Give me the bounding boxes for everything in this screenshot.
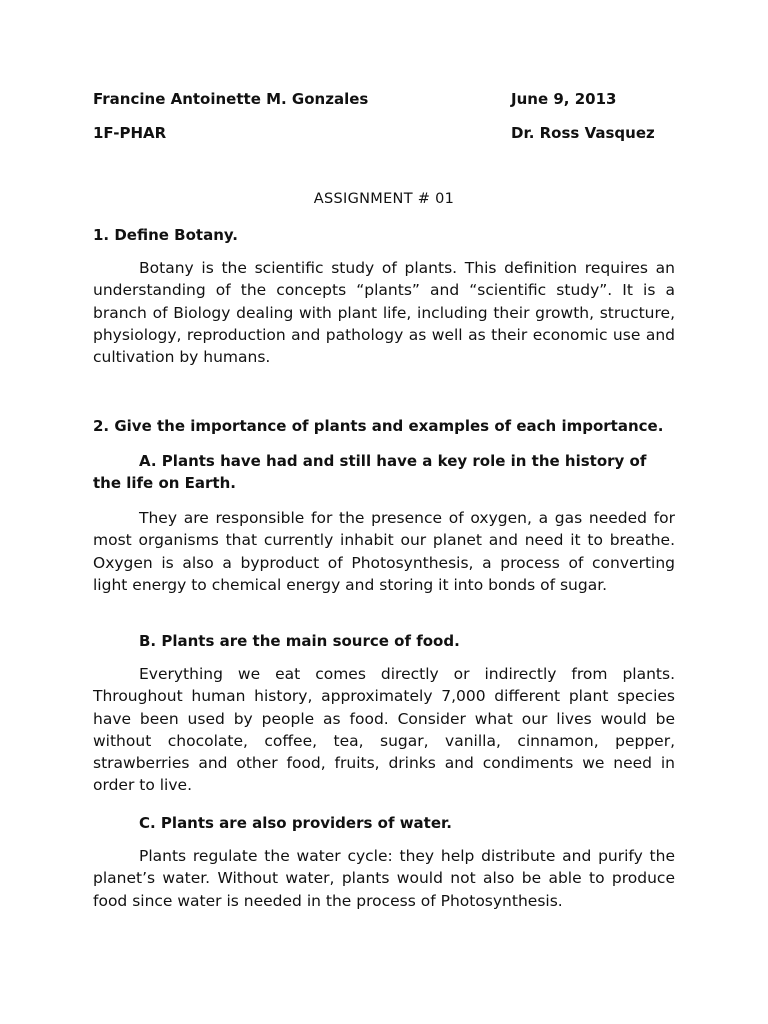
question-1-answer: Botany is the scientific study of plants. This definition requires an understanding of the concepts “plants” and “scientific study”. It is a branch of Biology dealing with plant life, including their growth, structure, physiology, reproduction and pathology as well as their economic use and cultivation by humans. <box>93 259 675 367</box>
teacher-name: Dr. Ross Vasquez <box>511 124 655 142</box>
assignment-title: ASSIGNMENT # 01 <box>313 191 455 207</box>
importance-b-text: Everything we eat comes directly or indirectly from plants. Throughout human history, approximately 7,000 different plant species have been used by people as food. Consider what our lives would be without chocolate, coffee, tea, sugar, vanilla, cinnamon, pepper, strawberries and other food, fruits, drinks and condiments we need in order to live. <box>93 665 675 795</box>
importance-c-heading: C. Plants are also providers of water. <box>139 814 452 832</box>
assignment-date: June 9, 2013 <box>511 90 617 108</box>
importance-a-heading: A. Plants have had and still have a key role in the history of the life on Earth. <box>93 452 647 492</box>
student-name: Francine Antoinette M. Gonzales <box>93 90 369 108</box>
importance-c-text: Plants regulate the water cycle: they help distribute and purify the planet’s water. Without water, plants would not also be able to produce food since water is needed in the process of Photosynthesis. <box>93 847 675 910</box>
question-2-heading: 2. Give the importance of plants and examples of each importance. <box>93 417 664 435</box>
importance-b-heading: B. Plants are the main source of food. <box>139 632 460 650</box>
importance-a-text: They are responsible for the presence of oxygen, a gas needed for most organisms that currently inhabit our planet and need it to breathe. Oxygen is also a byproduct of Photosynthesis, a process of converting light energy to chemical energy and storing it into bonds of sugar. <box>93 509 675 594</box>
question-1-heading: 1. Define Botany. <box>93 226 238 244</box>
class-section: 1F-PHAR <box>93 124 167 142</box>
